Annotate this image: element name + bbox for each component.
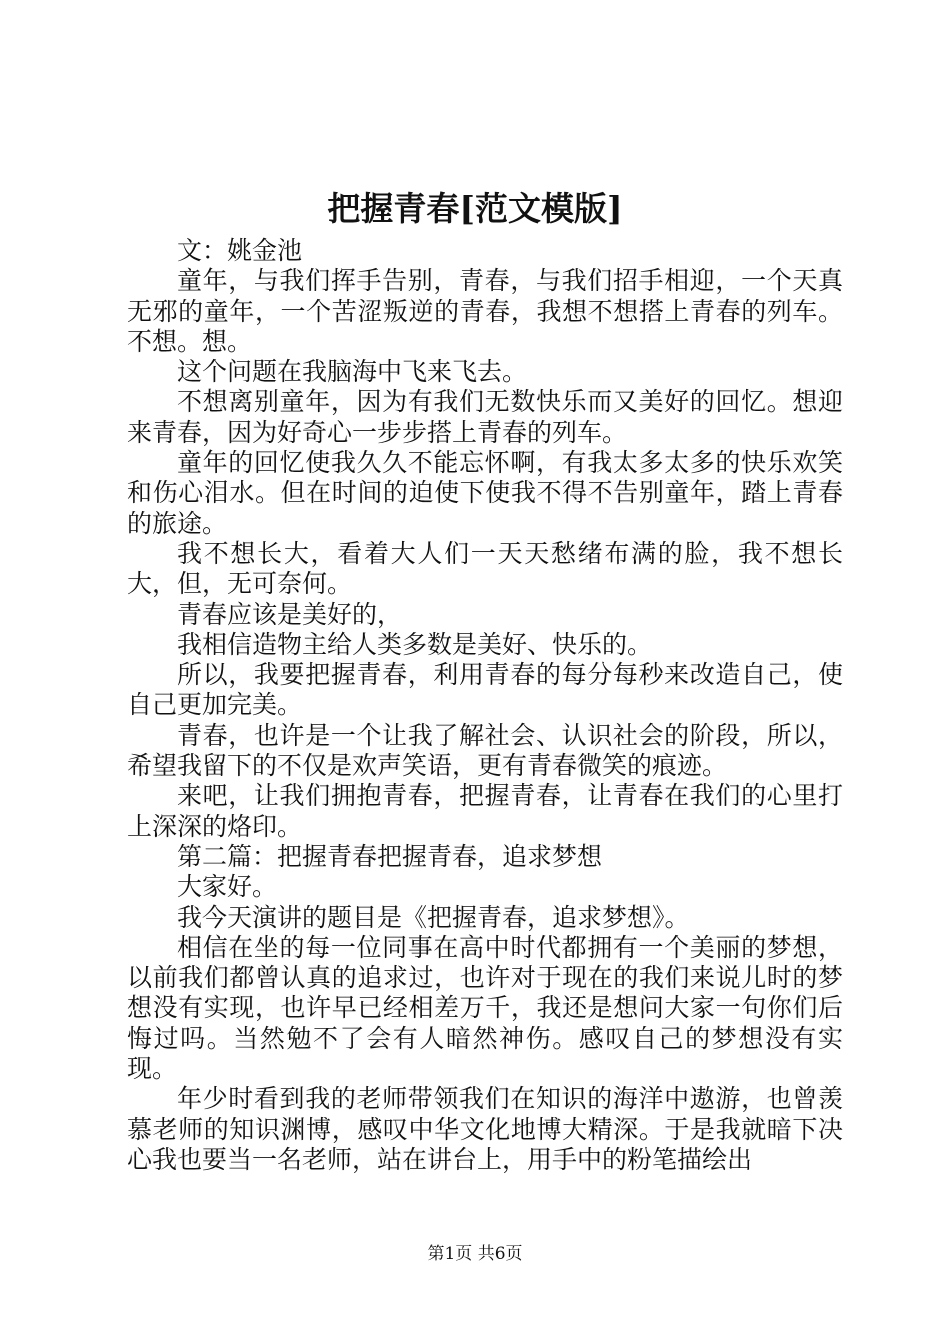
paragraph: 青春应该是美好的， xyxy=(177,599,403,629)
paragraph: 不想离别童年，因为有我们无数快乐而又美好的回忆。想迎来青春，因为好奇心一步步搭上青春的列车。 xyxy=(127,387,843,447)
document-body xyxy=(127,236,843,1175)
paragraph: 青春，也许是一个让我了解社会、认识社会的阶段，所以，希望我留下的不仅是欢声笑语，更有青春微笑的痕迹。 xyxy=(127,720,843,781)
document-title: 把握青春[范文模版] xyxy=(327,189,623,228)
page-number-footer: 第1页 共6页 xyxy=(427,1244,523,1264)
paragraph: 童年，与我们挥手告别，青春，与我们招手相迎，一个天真无邪的童年，一个苦涩叛逆的青春，我想不想搭上青春的列车。不想。想。 xyxy=(127,266,843,356)
paragraph: 我不想长大，看着大人们一天天愁绪布满的脸，我不想长大，但，无可奈何。 xyxy=(127,538,843,599)
section-heading: 第二篇：把握青春把握青春，追求梦想 xyxy=(177,841,603,871)
paragraph: 年少时看到我的老师带领我们在知识的海洋中遨游，也曾羡慕老师的知识渊博，感叹中华文化地博大精深。于是我就暗下决心我也要当一名老师，站在讲台上，用手中的粉笔描绘出 xyxy=(127,1084,843,1174)
paragraph: 相信在坐的每一位同事在高中时代都拥有一个美丽的梦想，以前我们都曾认真的追求过，也许对于现在的我们来说儿时的梦想没有实现，也许早已经相差万千，我还是想问大家一句你们后悔过吗。当然勉不了会有人暗然神伤。感叹自己的梦想没有实现。 xyxy=(127,932,843,1084)
paragraph: 所以，我要把握青春，利用青春的每分每秒来改造自己，使自己更加完美。 xyxy=(127,660,843,720)
paragraph: 这个问题在我脑海中飞来飞去。 xyxy=(177,357,528,387)
paragraph: 来吧，让我们拥抱青春，把握青春，让青春在我们的心里打上深深的烙印。 xyxy=(127,781,843,841)
paragraph: 大家好。 xyxy=(177,872,278,902)
paragraph: 我今天演讲的题目是《把握青春，追求梦想》。 xyxy=(177,902,690,932)
author-line: 文：姚金池 xyxy=(177,236,303,265)
paragraph: 我相信造物主给人类多数是美好、快乐的。 xyxy=(177,629,653,659)
paragraph: 童年的回忆使我久久不能忘怀啊，有我太多太多的快乐欢笑和伤心泪水。但在时间的迫使下使我不得不告别童年，踏上青春的旅途。 xyxy=(127,448,843,538)
